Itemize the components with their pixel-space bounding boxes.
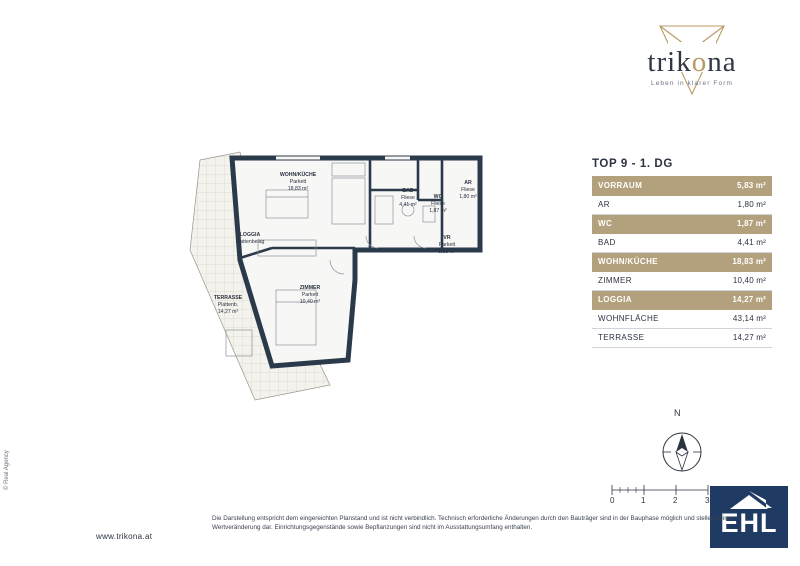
room-label-name: LOGGIA bbox=[239, 232, 261, 238]
room-label-name: VR bbox=[443, 235, 451, 241]
compass-north-label: N bbox=[674, 408, 681, 418]
scale-tick-label: 0 bbox=[610, 496, 615, 505]
area-row-label: BAD bbox=[592, 233, 703, 252]
area-row-value: 5,83 m² bbox=[703, 176, 772, 195]
compass-needle-icon bbox=[652, 408, 712, 480]
room-label-detail: Parkett bbox=[301, 292, 319, 299]
brand-tagline: Leben in klarer Form bbox=[651, 80, 733, 87]
area-row-label: WC bbox=[592, 214, 703, 233]
area-row-value: 43,14 m² bbox=[703, 309, 772, 328]
area-row-value: 4,41 m² bbox=[703, 233, 772, 252]
room-label bbox=[282, 285, 338, 306]
room-label bbox=[440, 180, 496, 201]
area-row-label: ZIMMER bbox=[592, 271, 703, 290]
room-label-name: ZIMMER bbox=[299, 285, 321, 291]
room-label-area: 1,87 m² bbox=[429, 208, 447, 215]
area-row-label: VORRAUM bbox=[592, 176, 703, 195]
scale-tick-label: 2 bbox=[673, 496, 678, 505]
area-row bbox=[592, 328, 772, 347]
area-table bbox=[592, 176, 772, 348]
area-row-label: AR bbox=[592, 195, 703, 214]
room-label-area: 5,83 m² bbox=[438, 249, 456, 256]
room-label bbox=[270, 172, 326, 193]
area-row bbox=[592, 176, 772, 195]
brand-word-part2: na bbox=[707, 46, 737, 78]
area-row bbox=[592, 271, 772, 290]
room-label-detail: Fliese bbox=[461, 187, 475, 194]
brand-word-accent: o bbox=[691, 46, 708, 78]
room-label-area: 14,27 m² bbox=[217, 309, 239, 316]
room-label-detail: Fliese bbox=[401, 195, 415, 202]
room-label bbox=[419, 235, 475, 256]
room-label-area: 4,41 m² bbox=[399, 202, 417, 209]
room-label-name: WOHN/KÜCHE bbox=[279, 172, 317, 178]
area-row bbox=[592, 309, 772, 328]
area-row bbox=[592, 252, 772, 271]
copyright-notice: © Real Agency bbox=[4, 450, 10, 490]
area-row-label: WOHNFLÄCHE bbox=[592, 309, 703, 328]
area-row-value: 10,40 m² bbox=[703, 271, 772, 290]
area-row bbox=[592, 214, 772, 233]
brand-wordmark bbox=[612, 46, 772, 79]
brand-logo bbox=[612, 18, 772, 103]
room-label bbox=[222, 232, 278, 246]
room-label-detail: Parkett bbox=[289, 179, 307, 186]
room-label-area: 18,83 m² bbox=[287, 186, 309, 193]
area-row-value: 14,27 m² bbox=[703, 290, 772, 309]
area-row bbox=[592, 195, 772, 214]
scale-tick-label: 1 bbox=[641, 496, 646, 505]
footer-disclaimer: Die Darstellung entspricht dem eingereichten Planstand und ist nicht verbindlich. Technisch erforderliche Änderungen durch den Bauträger sind in der Bauphase möglich und stellen keine Wertveränderung dar. Einrichtungsgegenstände sowie Bepflanzungen sind nicht im Ausstattungsumfang enthalten. bbox=[212, 515, 732, 532]
brand-word-part1: trik bbox=[647, 46, 692, 78]
page-title: TOP 9 - 1. DG bbox=[592, 158, 673, 170]
area-row-label: WOHN/KÜCHE bbox=[592, 252, 703, 271]
area-row-label: LOGGIA bbox=[592, 290, 703, 309]
footer-website-url[interactable]: www.trikona.at bbox=[96, 532, 153, 541]
room-label-area: 1,80 m² bbox=[459, 194, 477, 201]
room-label-detail: Fliese bbox=[431, 201, 445, 208]
area-row bbox=[592, 233, 772, 252]
ehl-logo-text: EHL bbox=[720, 508, 778, 538]
scale-tick-label: 3 bbox=[705, 496, 710, 505]
room-label-detail: Plattenbelag bbox=[235, 239, 265, 246]
room-label-name: AR bbox=[464, 180, 472, 186]
area-row-label: TERRASSE bbox=[592, 328, 703, 347]
area-row-value: 14,27 m² bbox=[703, 328, 772, 347]
compass bbox=[652, 408, 712, 480]
room-label-name: WC bbox=[433, 194, 443, 200]
room-label-detail: Parkett bbox=[438, 242, 456, 249]
area-row bbox=[592, 290, 772, 309]
room-label-area: 10,40 m² bbox=[299, 299, 321, 306]
area-row-value: 1,80 m² bbox=[703, 195, 772, 214]
area-row-value: 18,83 m² bbox=[703, 252, 772, 271]
area-row-value: 1,87 m² bbox=[703, 214, 772, 233]
floorplan bbox=[180, 130, 520, 410]
floorplan-drawing bbox=[180, 130, 520, 410]
room-label bbox=[200, 295, 256, 316]
room-label-name: TERRASSE bbox=[213, 295, 243, 301]
room-label-detail: Plattenb. bbox=[217, 302, 239, 309]
room-label-name: BAD bbox=[402, 188, 414, 194]
